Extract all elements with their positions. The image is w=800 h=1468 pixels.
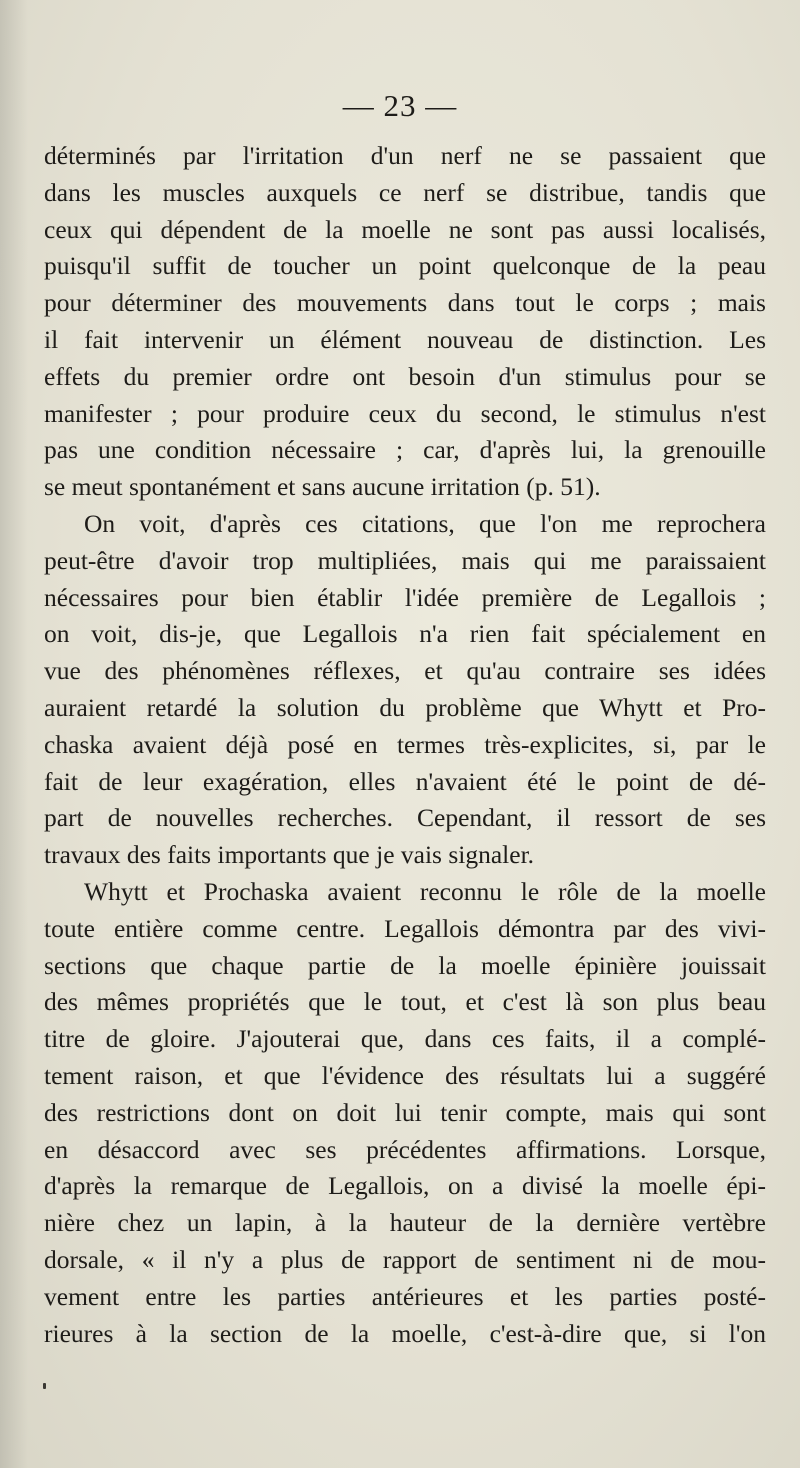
text-line: effets du premier ordre ont besoin d'un stimulus pour se bbox=[44, 361, 766, 391]
page-gutter-shadow bbox=[0, 0, 28, 1468]
text-line: se meut spontanément et sans aucune irritation (p. 51). bbox=[44, 472, 601, 502]
text-line: dans les muscles auxquels ce nerf se distribue, tandis que bbox=[44, 177, 766, 207]
text-line: toute entière comme centre. Legallois démontra par des vivi- bbox=[44, 913, 766, 943]
text-line: travaux des faits importants que je vais signaler. bbox=[44, 840, 535, 870]
text-line: chaska avaient déjà posé en termes très-explicites, si, par le bbox=[44, 729, 766, 759]
text-line: il fait intervenir un élément nouveau de distinction. Les bbox=[44, 324, 766, 354]
text-line: d'après la remarque de Legallois, on a divisé la moelle épi- bbox=[44, 1171, 766, 1201]
text-line: Whytt et Prochaska avaient reconnu le rôle de la moelle bbox=[84, 876, 766, 906]
text-line: pour déterminer des mouvements dans tout le corps ; mais bbox=[44, 288, 766, 318]
page-number: — 23 — bbox=[342, 88, 458, 123]
text-line: titre de gloire. J'ajouterai que, dans ces faits, il a complé- bbox=[44, 1024, 766, 1054]
text-line: fait de leur exagération, elles n'avaient été le point de dé- bbox=[44, 766, 766, 796]
text-line: vue des phénomènes réflexes, et qu'au contraire ses idées bbox=[44, 656, 766, 686]
text-line: On voit, d'après ces citations, que l'on me reprochera bbox=[84, 508, 766, 538]
text-line: on voit, dis-je, que Legallois n'a rien fait spécialement en bbox=[44, 619, 766, 649]
text-line: déterminés par l'irritation d'un nerf ne se passaient que bbox=[44, 141, 766, 170]
text-line: rieures à la section de la moelle, c'est-à-dire que, si l'on bbox=[44, 1318, 766, 1348]
text-line: manifester ; pour produire ceux du second, le stimulus n'est bbox=[44, 398, 766, 428]
text-line: des mêmes propriétés que le tout, et c'est là son plus beau bbox=[44, 987, 766, 1017]
text-line: nière chez un lapin, à la hauteur de la dernière vertèbre bbox=[44, 1208, 766, 1238]
text-line: en désaccord avec ses précédentes affirmations. Lorsque, bbox=[44, 1134, 766, 1164]
text-line: des restrictions dont on doit lui tenir compte, mais qui sont bbox=[44, 1097, 766, 1127]
text-line: sections que chaque partie de la moelle épinière jouissait bbox=[44, 950, 766, 980]
text-line: ceux qui dépendent de la moelle ne sont pas aussi localisés, bbox=[44, 214, 766, 244]
text-line: pas une condition nécessaire ; car, d'après lui, la grenouille bbox=[44, 435, 766, 465]
text-line: puisqu'il suffit de toucher un point quelconque de la peau bbox=[44, 251, 766, 281]
text-line: peut-être d'avoir trop multipliées, mais qui me paraissaient bbox=[44, 545, 766, 575]
text-line: auraient retardé la solution du problème que Whytt et Pro- bbox=[44, 692, 766, 722]
text-line: part de nouvelles recherches. Cependant, il ressort de ses bbox=[44, 803, 766, 833]
paper-speck bbox=[43, 1383, 46, 1389]
text-line: tement raison, et que l'évidence des résultats lui a suggéré bbox=[44, 1060, 766, 1090]
text-line: vement entre les parties antérieures et les parties posté- bbox=[44, 1281, 766, 1311]
body-text bbox=[44, 138, 766, 1352]
text-line: nécessaires pour bien établir l'idée première de Legallois ; bbox=[44, 582, 766, 612]
text-line: dorsale, « il n'y a plus de rapport de sentiment ni de mou- bbox=[44, 1244, 766, 1274]
